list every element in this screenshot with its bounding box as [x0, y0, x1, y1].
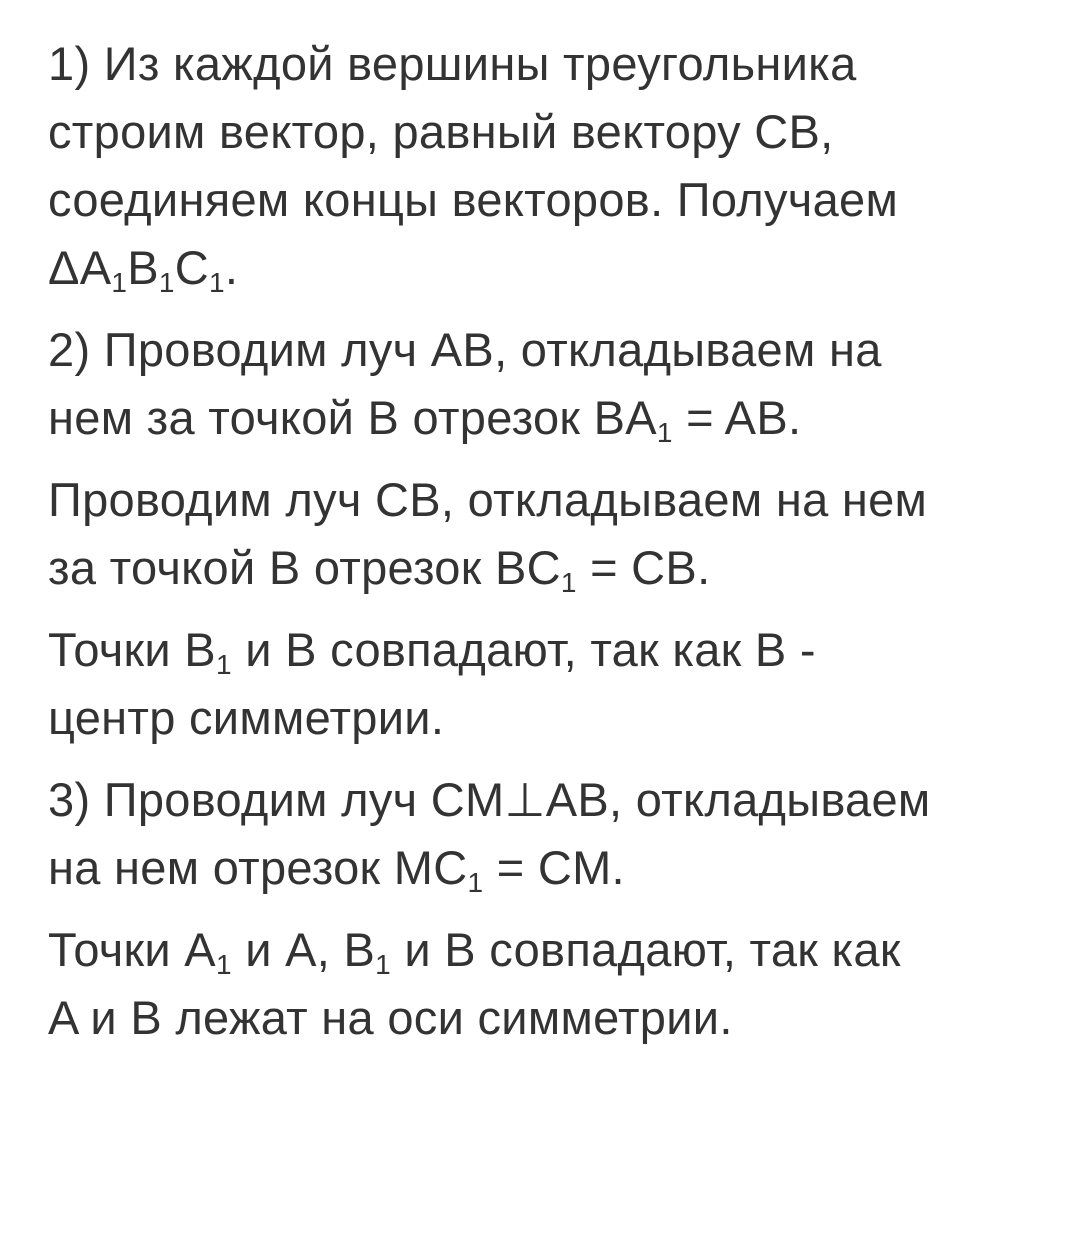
text-run: и A, B: [231, 923, 376, 976]
subscript: 1: [560, 567, 577, 598]
text-line: [48, 766, 1058, 834]
text-run: за точкой B отрезок BC: [48, 541, 561, 594]
text-line: [48, 316, 1058, 384]
paragraph-4: [48, 616, 1058, 752]
paragraph-1: [48, 30, 1058, 302]
text-line: [48, 534, 1058, 602]
text-run: 3) Проводим луч CM⊥AB, откладываем: [48, 773, 931, 826]
paragraph-5: [48, 766, 1058, 902]
text-run: 2) Проводим луч AB, откладываем на: [48, 323, 882, 376]
subscript: 1: [215, 649, 232, 680]
text-line: [48, 466, 1058, 534]
text-line: [48, 98, 1058, 166]
text-run: .: [224, 241, 239, 294]
paragraph-2: [48, 316, 1058, 452]
text-run: Проводим луч CB, откладываем на нем: [48, 473, 928, 526]
text-line: [48, 834, 1058, 902]
text-line: [48, 984, 1058, 1052]
text-run: центр симметрии.: [48, 691, 445, 744]
text-run: = AB.: [672, 391, 802, 444]
text-line: [48, 30, 1058, 98]
subscript: 1: [467, 867, 484, 898]
text-line: [48, 384, 1058, 452]
subscript: 1: [375, 949, 392, 980]
subscript: 1: [158, 267, 175, 298]
text-run: нем за точкой B отрезок BA: [48, 391, 657, 444]
text-run: Точки A: [48, 923, 216, 976]
subscript: 1: [111, 267, 128, 298]
text-line: [48, 234, 1058, 302]
text-run: и B совпадают, так как B -: [231, 623, 816, 676]
subscript: 1: [656, 417, 673, 448]
document-body: [48, 30, 1058, 1066]
text-run: строим вектор, равный вектору CB,: [48, 105, 834, 158]
text-run: Точки B: [48, 623, 216, 676]
subscript: 1: [215, 949, 232, 980]
text-run: соединяем концы векторов. Получаем: [48, 173, 899, 226]
paragraph-6: [48, 916, 1058, 1052]
text-line: [48, 684, 1058, 752]
text-line: [48, 166, 1058, 234]
text-run: 1) Из каждой вершины треугольника: [48, 37, 857, 90]
text-run: = CM.: [483, 841, 625, 894]
text-run: C: [174, 241, 209, 294]
paragraph-3: [48, 466, 1058, 602]
text-run: = CB.: [576, 541, 711, 594]
text-line: [48, 616, 1058, 684]
text-run: ΔA: [48, 241, 112, 294]
text-run: B: [127, 241, 159, 294]
text-run: A и B лежат на оси симметрии.: [48, 991, 733, 1044]
text-line: [48, 916, 1058, 984]
subscript: 1: [209, 267, 225, 298]
text-run: на нем отрезок MC: [48, 841, 468, 894]
text-run: и B совпадают, так как: [391, 923, 901, 976]
